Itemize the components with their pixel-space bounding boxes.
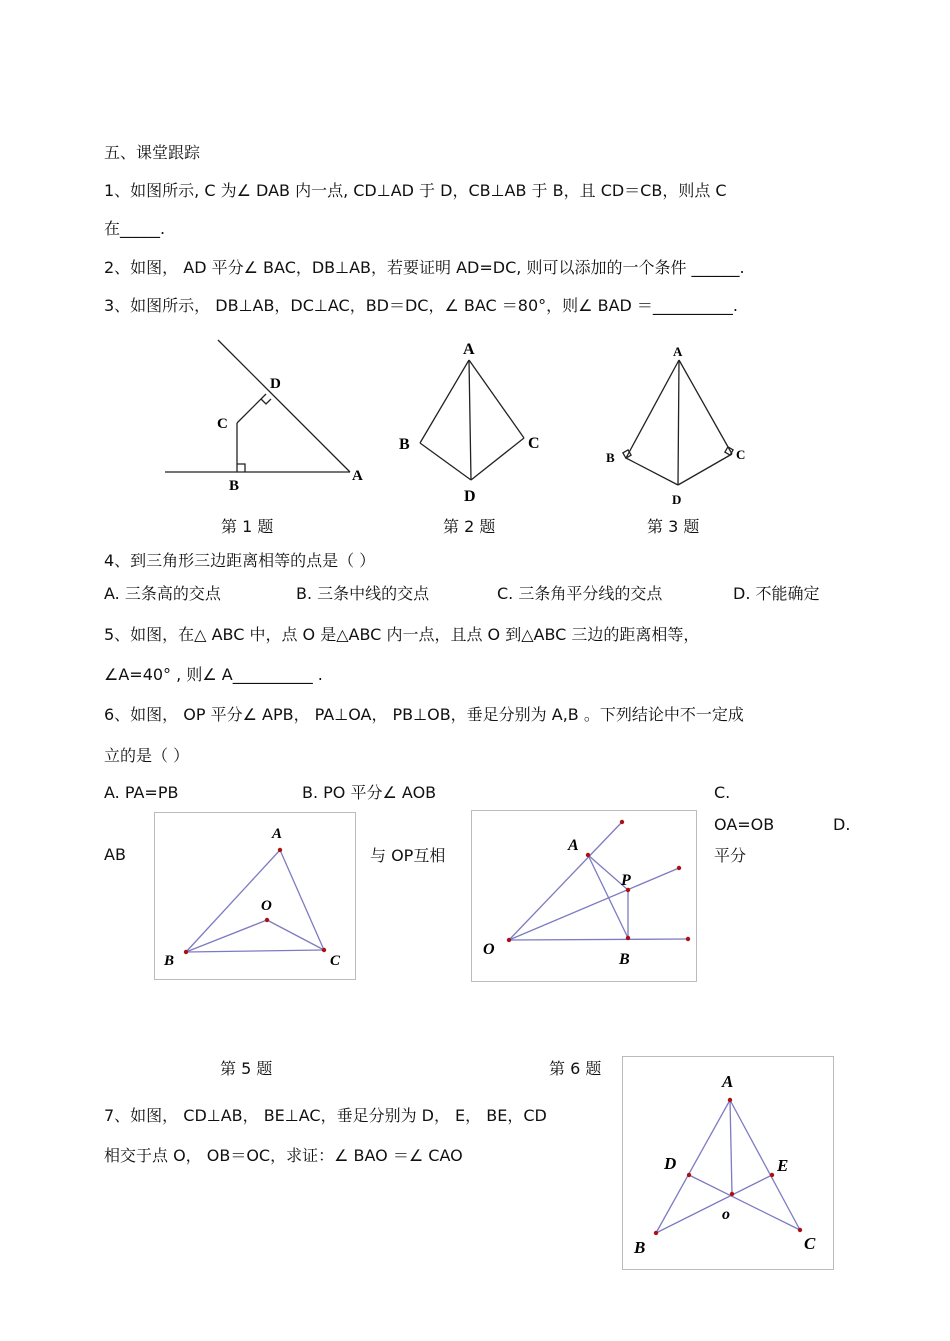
fig1-label-b: B — [229, 478, 240, 494]
fig6-label-o: O — [483, 941, 495, 958]
section-title: 五、课堂跟踪 — [104, 143, 201, 162]
figure-1 — [160, 335, 375, 500]
fig1-label-a: A — [352, 468, 363, 484]
question-6-option-c-text: OA=OB — [714, 815, 775, 834]
fig7-label-a: A — [722, 1072, 734, 1091]
question-6-line1: 6、如图， OP 平分∠ APB， PA⊥OA， PB⊥OB，垂足分别为 A,B 。下列结论中不一定成 — [104, 705, 744, 724]
fig6-label-a: A — [568, 837, 579, 854]
fig1-ray-ad — [218, 340, 350, 472]
fig1-label-d: D — [270, 376, 281, 392]
question-1-line2: 在_____. — [104, 219, 166, 238]
figure-2-caption: 第 2 题 — [443, 517, 496, 536]
fig7-label-e: E — [777, 1156, 789, 1175]
question-6-option-b: B. PO 平分∠ AOB — [302, 783, 437, 802]
figure-5-caption: 第 5 题 — [220, 1059, 273, 1078]
question-3: 3、如图所示， DB⊥AB，DC⊥AC，BD＝DC，∠ BAC ＝80°，则∠ BAD ＝__________. — [104, 296, 739, 315]
figure-3-caption: 第 3 题 — [647, 517, 700, 536]
fig6-label-b: B — [619, 951, 630, 968]
question-6-option-d-mid: 与 OP互相 — [370, 846, 446, 865]
question-6-option-d-end: 平分 — [714, 846, 747, 865]
question-4-option-d: D. 不能确定 — [733, 584, 820, 603]
question-6-option-d-ab: AB — [104, 845, 126, 864]
fig3-label-a: A — [673, 344, 683, 359]
fig3-label-d: D — [672, 492, 682, 507]
fig2-label-a: A — [463, 341, 475, 358]
fig7-label-b: B — [634, 1238, 646, 1257]
fig5-label-a: A — [272, 826, 283, 842]
fig3-label-c: C — [736, 447, 746, 462]
question-4-option-b: B. 三条中线的交点 — [296, 584, 430, 603]
fig6-label-p: P — [621, 872, 631, 889]
question-6-option-c-label: C. — [714, 783, 731, 802]
fig5-label-o: O — [261, 898, 272, 914]
question-5-line1: 5、如图，在△ ABC 中，点 O 是△ABC 内一点，且点 O 到△ABC 三边的距离相等， — [104, 625, 700, 644]
question-2: 2、如图， AD 平分∠ BAC，DB⊥AB，若要证明 AD=DC, 则可以添加的一个条件 ______. — [104, 258, 745, 277]
fig7-label-c: C — [804, 1234, 816, 1253]
fig2-label-b: B — [399, 436, 410, 453]
question-4-option-c: C. 三条角平分线的交点 — [497, 584, 663, 603]
question-5-line2: ∠A=40° , 则∠ A__________ . — [104, 665, 323, 684]
figure-5 — [154, 812, 356, 980]
figure-6-caption: 第 6 题 — [549, 1059, 602, 1078]
question-7-line2: 相交于点 O， OB＝OC，求证：∠ BAO ＝∠ CAO — [104, 1146, 463, 1165]
fig1-segment-cd — [237, 394, 266, 423]
figure-2 — [392, 335, 552, 510]
question-1-line1: 1、如图所示, C 为∠ DAB 内一点, CD⊥AD 于 D，CB⊥AB 于 B，且 CD＝CB，则点 C — [104, 181, 727, 200]
question-7-line1: 7、如图， CD⊥AB， BE⊥AC，垂足分别为 D， E， BE，CD — [104, 1106, 547, 1125]
fig5-label-b: B — [164, 953, 175, 969]
fig1-right-angle-d — [261, 399, 271, 404]
figure-6 — [471, 810, 697, 982]
fig1-label-c: C — [217, 416, 228, 432]
question-6-option-a: A. PA=PB — [104, 783, 179, 802]
question-6-line2: 立的是（ ） — [104, 746, 190, 765]
fig5-label-c: C — [330, 953, 341, 969]
fig3-label-b: B — [606, 450, 615, 465]
question-4-stem: 4、到三角形三边距离相等的点是（ ） — [104, 551, 376, 570]
figure-3 — [598, 340, 758, 515]
figure-1-caption: 第 1 题 — [221, 517, 274, 536]
fig7-label-d: D — [664, 1154, 677, 1173]
fig1-right-angle-b — [237, 464, 245, 472]
fig7-label-o: o — [722, 1206, 730, 1223]
fig2-label-c: C — [528, 435, 540, 452]
figure-7 — [622, 1056, 834, 1270]
question-4-option-a: A. 三条高的交点 — [104, 584, 221, 603]
question-6-option-d-label: D. — [833, 815, 851, 834]
fig2-label-d: D — [464, 488, 476, 505]
